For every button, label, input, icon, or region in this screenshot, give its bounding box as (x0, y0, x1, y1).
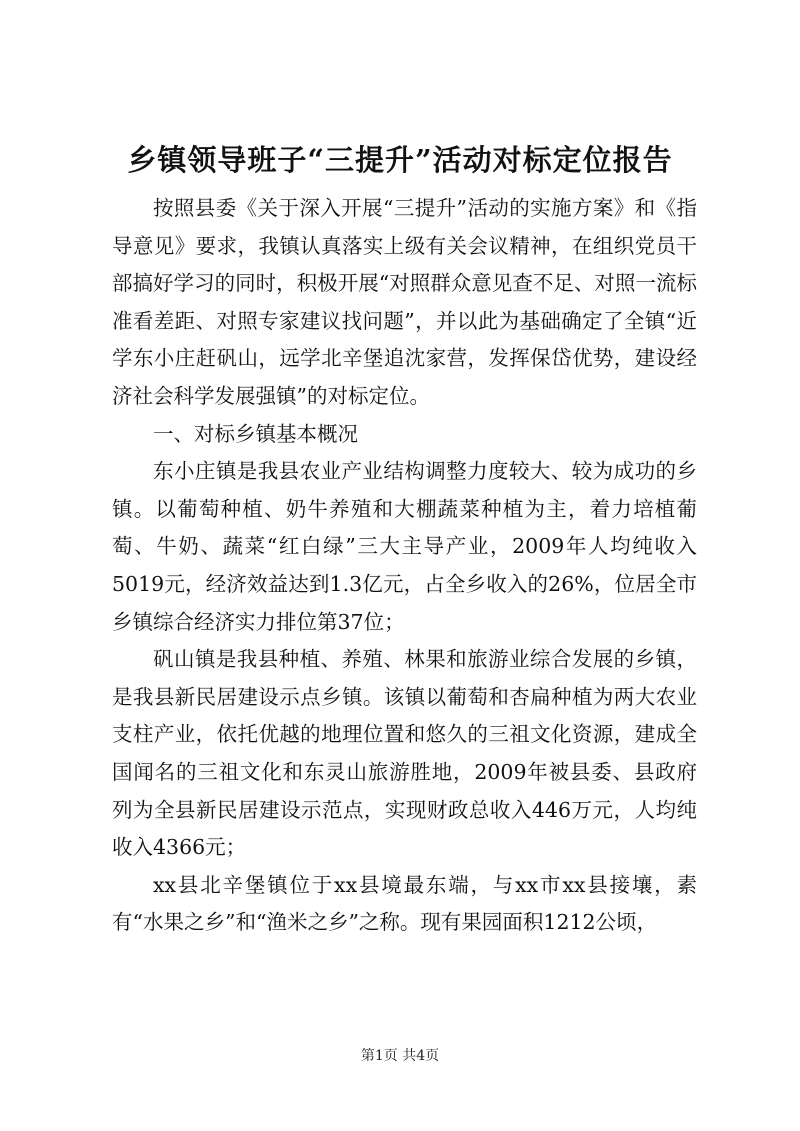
paragraph-intro: 按照县委《关于深入开展“三提升”活动的实施方案》和《指导意见》要求，我镇认真落实上级有关会议精神，在组织党员干部搞好学习的同时，积极开展“对照群众意见查不足、对照一流标准看差距、对照专家建议找问题”，并以此为基础确定了全镇“近学东小庄赶矾山，远学北辛堡追沈家营，发挥保岱优势，建设经济社会科学发展强镇”的对标定位。 (112, 196, 697, 408)
paragraph-beixinbao: xx县北辛堡镇位于xx县境最东端，与xx市xx县接壤，素有“水果之乡”和“渔米之乡”之称。现有果园面积1212公顷， (112, 872, 697, 935)
paragraph-dongxiaozhuang: 东小庄镇是我县农业产业结构调整力度较大、较为成功的乡镇。以葡萄种植、奶牛养殖和大棚蔬菜种植为主，着力培植葡萄、牛奶、蔬菜“红白绿”三大主导产业，2009年人均纯收入5019元，经济效益达到1.3亿元，占全乡收入的26%，位居全市乡镇综合经济实力排位第37位； (112, 459, 697, 634)
document-title: 乡镇领导班子“三提升”活动对标定位报告 (127, 143, 673, 177)
document-body (112, 190, 697, 942)
page-footer: 第1页 共4页 (360, 1048, 440, 1064)
paragraph-fanshan: 矾山镇是我县种植、养殖、林果和旅游业综合发展的乡镇，是我县新民居建设示点乡镇。该镇以葡萄和杏扁种植为两大农业支柱产业，依托优越的地理位置和悠久的三祖文化资源，建成全国闻名的三祖文化和东灵山旅游胜地，2009年被县委、县政府列为全县新民居建设示范点，实现财政总收入446万元，人均纯收入4366元； (112, 647, 697, 860)
section-heading: 一、对标乡镇基本概况 (153, 421, 358, 446)
